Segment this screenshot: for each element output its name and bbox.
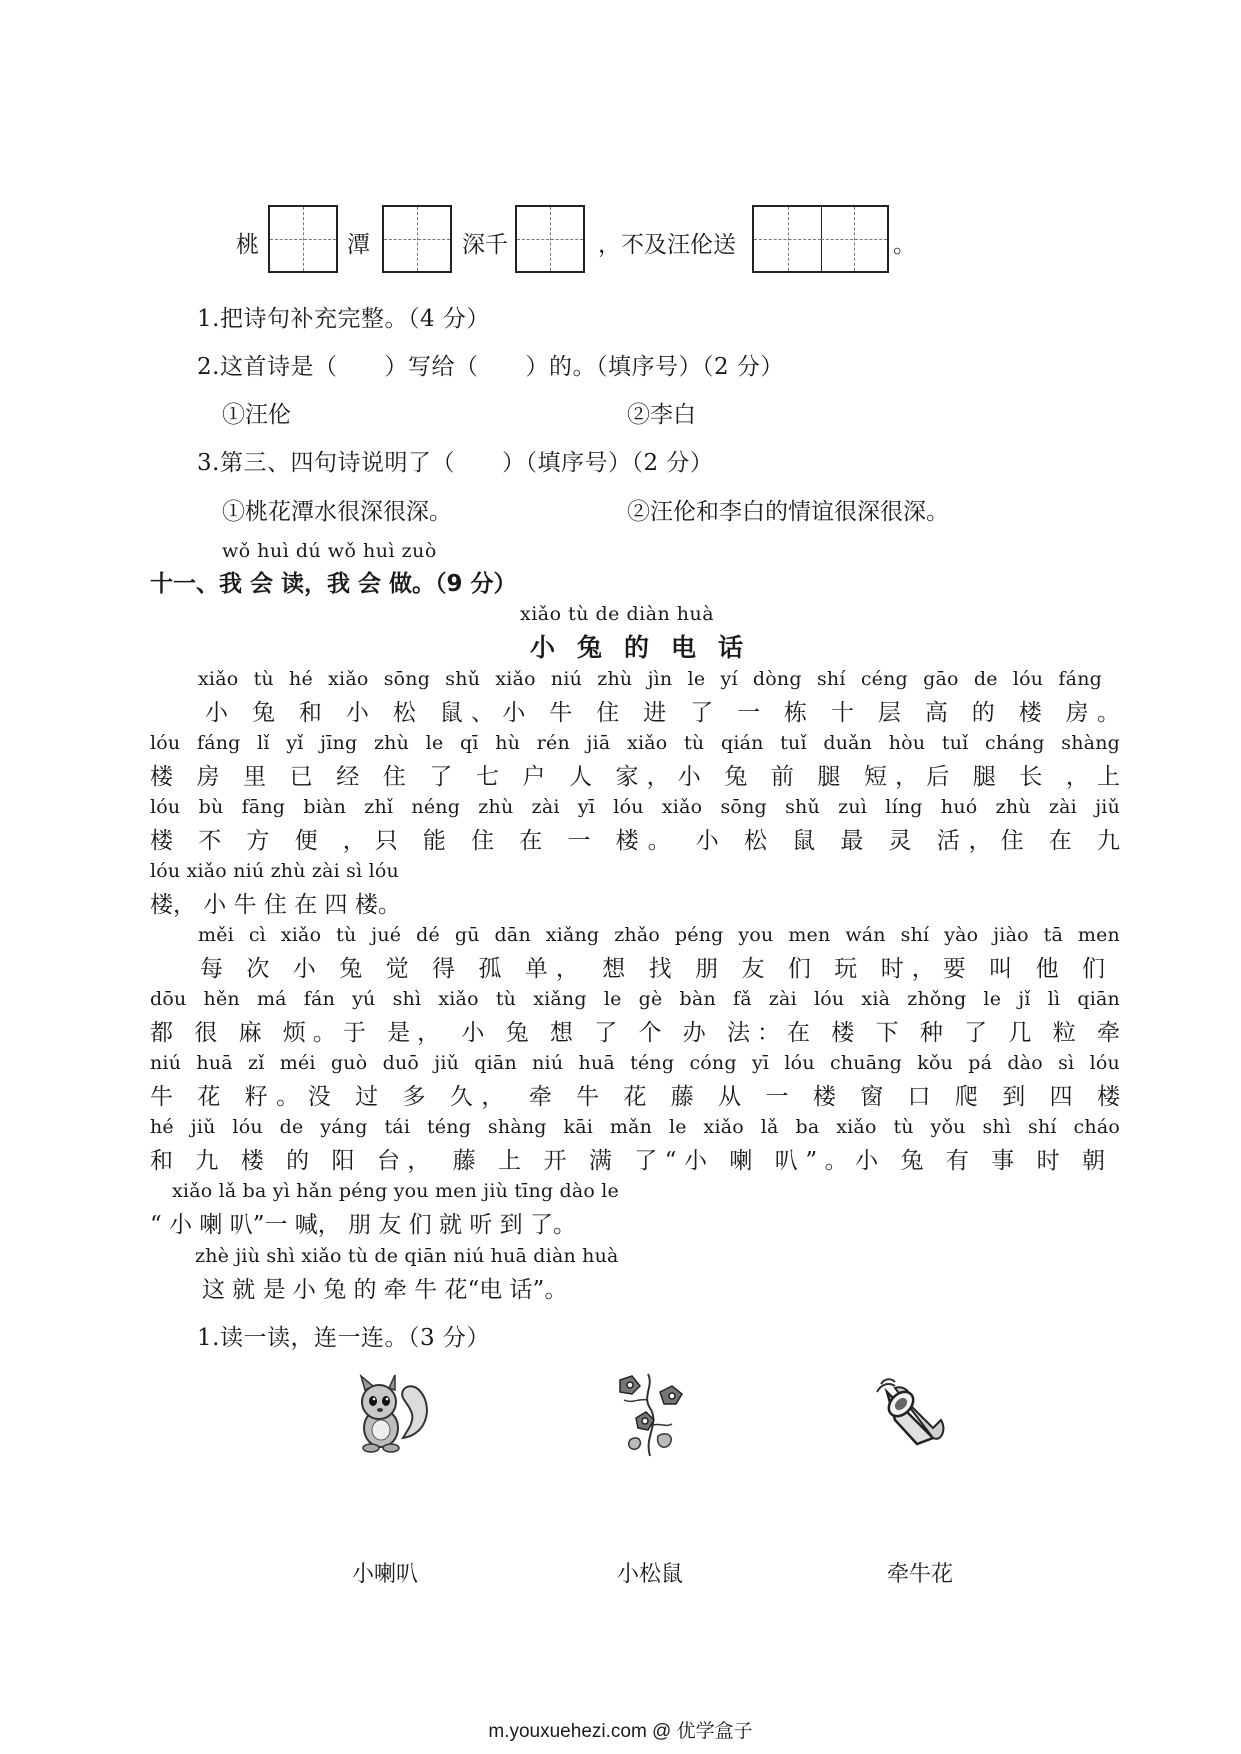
morning-glory-icon bbox=[610, 1366, 688, 1458]
trumpet-icon bbox=[875, 1370, 955, 1450]
story-title: 小兔的电话 bbox=[530, 633, 766, 662]
answer-box-1[interactable] bbox=[268, 205, 338, 273]
story-text-line: “ 小 喇 叭”一 喊， 朋 友 们 就 听 到 了。 bbox=[150, 1212, 576, 1238]
story-text-line: 牛 花 籽。没 过 多 久， 牵 牛 花 藤 从 一 楼 窗 口 爬 到 四 楼 bbox=[150, 1084, 1120, 1110]
morning-glory-picture[interactable] bbox=[610, 1366, 688, 1458]
story-text-line: 楼， 小 牛 住 在 四 楼。 bbox=[150, 892, 401, 918]
q2-option-2: ②李白 bbox=[627, 402, 696, 428]
poem-part-2: 潭 bbox=[347, 232, 370, 258]
story-title-pinyin: xiǎo tù de diàn huà bbox=[520, 603, 715, 625]
q3-option-2: ②汪伦和李白的情谊很深很深。 bbox=[627, 499, 949, 525]
label-morning-glory[interactable]: 牵牛花 bbox=[887, 1562, 954, 1587]
label-squirrel[interactable]: 小松鼠 bbox=[617, 1562, 684, 1587]
answer-box-4[interactable] bbox=[752, 205, 889, 273]
story-pinyin-line: xiǎo tù hé xiǎo sōng shǔ xiǎo niú zhù jìn le yí dòng shí céng gāo de lóu fáng bbox=[198, 668, 1102, 690]
story-text-line: 和 九 楼 的 阳 台， 藤 上 开 满 了“小 喇 叭”。小 兔 有 事 时 朝 bbox=[150, 1148, 1105, 1174]
trumpet-picture[interactable] bbox=[875, 1370, 955, 1450]
story-pinyin-line: lóu fáng lǐ yǐ jīng zhù le qī hù rén jiā xiǎo tù qián tuǐ duǎn hòu tuǐ cháng shàng bbox=[150, 732, 1120, 754]
story-pinyin-line: lóu bù fāng biàn zhǐ néng zhù zài yī lóu xiǎo sōng shǔ zuì líng huó zhù zài jiǔ bbox=[150, 796, 1120, 818]
footer-watermark: m.youxuehezi.com @ 优学盒子 bbox=[488, 1721, 753, 1742]
story-pinyin-line: hé jiǔ lóu de yáng tái téng shàng kāi mǎn le xiǎo lǎ ba xiǎo tù yǒu shì shí cháo bbox=[150, 1116, 1120, 1138]
task-question-1: 1.读一读，连一连。（3 分） bbox=[197, 1325, 490, 1351]
question-3: 3.第三、四句诗说明了（ ）（填序号）（2 分） bbox=[197, 450, 714, 476]
story-text-line: 都 很 麻 烦。于 是， 小 兔 想 了 个 办 法：在 楼 下 种 了 几 粒 牵 bbox=[150, 1020, 1120, 1046]
q2-option-1: ①汪伦 bbox=[222, 402, 291, 428]
story-text-line: 楼 房 里 已 经 住 了 七 户 人 家，小 兔 前 腿 短，后 腿 长 ，上 bbox=[150, 764, 1120, 790]
story-text-line: 楼 不 方 便 ，只 能 住 在 一 楼。 小 松 鼠 最 灵 活，住 在 九 bbox=[150, 828, 1120, 854]
squirrel-icon bbox=[345, 1368, 435, 1458]
poem-part-3: 深千 bbox=[462, 232, 508, 258]
story-pinyin-line: niú huā zǐ méi guò duō jiǔ qiān niú huā téng cóng yī lóu chuāng kǒu pá dào sì lóu bbox=[150, 1052, 1120, 1074]
question-2: 2.这首诗是（ ）写给（ ）的。（填序号）（2 分） bbox=[197, 354, 784, 380]
q3-option-1: ①桃花潭水很深很深。 bbox=[222, 499, 452, 525]
story-text-line: 这 就 是 小 兔 的 牵 牛 花“电 话”。 bbox=[202, 1277, 568, 1303]
poem-part-4: ，不及汪伦送 bbox=[598, 232, 736, 258]
section-title: 十一、我 会 读，我 会 做。（9 分） bbox=[150, 571, 517, 597]
poem-fill-line bbox=[0, 0, 1241, 300]
story-pinyin-line: měi cì xiǎo tù jué dé gū dān xiǎng zhǎo péng you men wán shí yào jiào tā men bbox=[198, 924, 1120, 946]
answer-box-2[interactable] bbox=[382, 205, 452, 273]
label-trumpet[interactable]: 小喇叭 bbox=[352, 1562, 419, 1587]
story-pinyin-line: xiǎo lǎ ba yì hǎn péng you men jiù tīng dào le bbox=[172, 1180, 619, 1202]
squirrel-picture[interactable] bbox=[345, 1368, 435, 1458]
section-pinyin: wǒ huì dú wǒ huì zuò bbox=[222, 540, 437, 562]
answer-box-3[interactable] bbox=[515, 205, 585, 273]
question-1: 1.把诗句补充完整。（4 分） bbox=[197, 306, 490, 332]
poem-part-5: 。 bbox=[893, 232, 916, 258]
story-text-line: 每 次 小 兔 觉 得 孤 单， 想 找 朋 友 们 玩 时，要 叫 他 们 bbox=[200, 956, 1105, 982]
story-pinyin-line: lóu xiǎo niú zhù zài sì lóu bbox=[150, 860, 399, 882]
story-text-line: 小 兔 和 小 松 鼠、小 牛 住 进 了 一 栋 十 层 高 的 楼 房。 bbox=[205, 700, 1120, 726]
poem-part-1: 桃 bbox=[236, 232, 259, 258]
story-pinyin-line: zhè jiù shì xiǎo tù de qiān niú huā diàn huà bbox=[195, 1245, 619, 1267]
story-pinyin-line: dōu hěn má fán yú shì xiǎo tù xiǎng le gè bàn fǎ zài lóu xià zhǒng le jǐ lì qiān bbox=[150, 988, 1120, 1010]
